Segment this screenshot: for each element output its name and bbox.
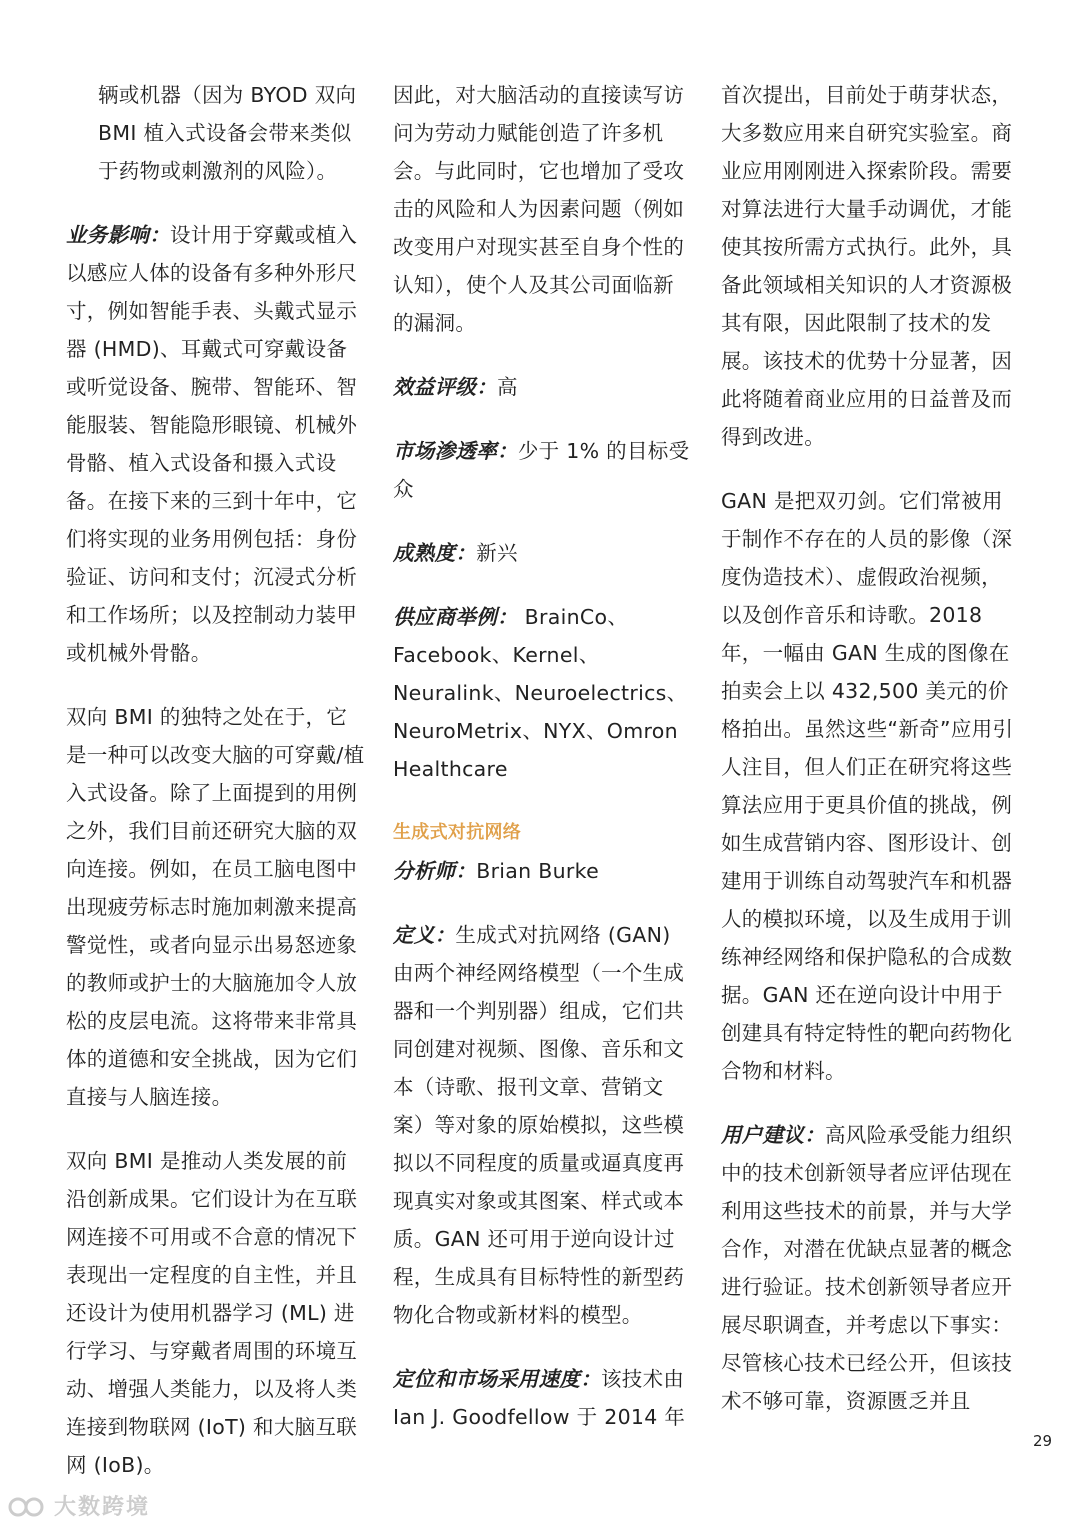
sample-vendors-label: 供应商举例： [393, 605, 518, 629]
user-advice-text: 高风险承受能力组织中的技术创新领导者应评估现在利用这些技术的前景，并与大学合作，对潜在优缺点显著的概念进行验证。技术创新领导者应开展尽职调查，并考虑以下事实：尽管核心技术已经公开，但该技术不够可靠，资源匮乏并且 [721, 1123, 1013, 1413]
watermark [8, 1490, 150, 1521]
watermark-text: 大数跨境 [54, 1495, 151, 1520]
column-1 [66, 76, 366, 1510]
paragraph-double-edged: GAN 是把双刃剑。它们常被用于制作不存在的人员的影像（深度伪造技术）、虚假政治视频，以及创作音乐和诗歌。2018 年，一幅由 GAN 生成的图像在拍卖会上以 432,500 美元的价格拍出。虽然这些“新奇”应用引人注目，但人们正在研究将这些算法应用于更具价值的挑战，例如生成营销内容、图形设计、创建用于训练自动驾驶汽车和机器人的模拟环境，以及生成用于训练神经网络和保护隐私的合成数据。GAN 还在逆向设计中用于创建具有特定特性的靶向药物化合物和材料。 [721, 489, 1014, 1083]
paragraph-bidirectional-bmi: 双向 BMI 的独特之处在于，它是一种可以改变大脑的可穿戴/植入式设备。除了上面提到的用例之外，我们目前还研究大脑的双向连接。例如，在员工脑电图中出现疲劳标志时施加刺激来提高警觉性，或者向显示出易怒迹象的教师或护士的大脑施加令人放松的皮层电流。这将带来非常具体的道德和安全挑战，因为它们直接与人脑连接。 [66, 705, 365, 1109]
page-number: 29 [1033, 1432, 1053, 1450]
position-label: 定位和市场采用速度： [393, 1367, 601, 1391]
paragraph-frontier-innovation: 双向 BMI 是推动人类发展的前沿创新成果。它们设计为在互联网连接不可用或不合意的情况下表现出一定程度的自主性，并且还设计为使用机器学习 (ML) 进行学习、与穿戴者周围的环境互动、增强人类能力，以及将人类连接到物联网 (IoT) 和大脑互联网 (IoB)。 [66, 1149, 358, 1477]
section-title: 生成式对抗网络 [393, 822, 522, 843]
benefit-rating [393, 368, 691, 406]
position-text: 该技术由 Ian J. Goodfellow 于 2014 年 [393, 1367, 686, 1429]
analyst-label: 分析师： [393, 859, 477, 883]
benefit-rating-value: 高 [497, 375, 518, 399]
watermark-logo-icon [8, 1493, 48, 1519]
definition [393, 916, 691, 1334]
maturity-label: 成熟度： [393, 541, 477, 565]
definition-label: 定义： [393, 923, 456, 947]
analyst [393, 852, 691, 890]
position-adoption-speed [393, 1360, 691, 1436]
business-impact-paragraph [66, 216, 366, 672]
benefit-rating-label: 效益评级： [393, 375, 497, 399]
market-penetration [393, 432, 691, 508]
definition-text: 生成式对抗网络 (GAN) 由两个神经网络模型（一个生成器和一个判别器）组成，它们共同创建对视频、图像、音乐和文本（诗歌、报刊文章、营销文案）等对象的原始模拟，这些模拟以不同程度的质量或逼真度再现真实对象或其图案、样式或本质。GAN 还可用于逆向设计过程，生成具有目标特性的新型药物化合物或新材料的模型。 [393, 923, 685, 1327]
analyst-value: Brian Burke [476, 859, 599, 883]
column-3 [721, 76, 1021, 1420]
sample-vendors [393, 598, 691, 788]
maturity [393, 534, 691, 572]
sample-vendors-value: BrainCo、Facebook、Kernel、Neuralink、Neuroelectrics、NeuroMetrix、NYX、Omron Healthcare [393, 605, 688, 781]
market-penetration-label: 市场渗透率： [393, 439, 518, 463]
user-advice-label: 用户建议： [721, 1123, 825, 1147]
market-penetration-value: 少于 1% 的目标受众 [393, 439, 690, 501]
maturity-value: 新兴 [476, 541, 518, 565]
business-impact-text: 设计用于穿戴或植入以感应人体的设备有多种外形尺寸，例如智能手表、头戴式显示器 (HMD)、耳戴式可穿戴设备或听觉设备、腕带、智能环、智能服装、智能隐形眼镜、机械外骨骼、植入式设备和摄入式设备。在接下来的三到十年中，它们将实现的业务用例包括：身份验证、访问和支付；沉浸式分析和工作场所；以及控制动力装甲或机械外骨骼。 [66, 223, 358, 665]
business-impact-label: 业务影响： [66, 223, 170, 247]
paragraph-continuation: 辆或机器（因为 BYOD 双向 BMI 植入式设备会带来类似于药物或刺激剂的风险）。 [98, 83, 357, 183]
column-2 [393, 76, 691, 1436]
paragraph-continuation-2: 因此，对大脑活动的直接读写访问为劳动力赋能创造了许多机会。与此同时，它也增加了受攻击的风险和人为因素问题（例如改变用户对现实甚至自身个性的认知），使个人及其公司面临新的漏洞。 [393, 83, 685, 335]
paragraph-first-proposed: 首次提出，目前处于萌芽状态，大多数应用来自研究实验室。商业应用刚刚进入探索阶段。需要对算法进行大量手动调优，才能使其按所需方式执行。此外，具备此领域相关知识的人才资源极其有限，因此限制了技术的发展。该技术的优势十分显著，因此将随着商业应用的日益普及而得到改进。 [721, 83, 1013, 449]
user-advice [721, 1116, 1021, 1420]
